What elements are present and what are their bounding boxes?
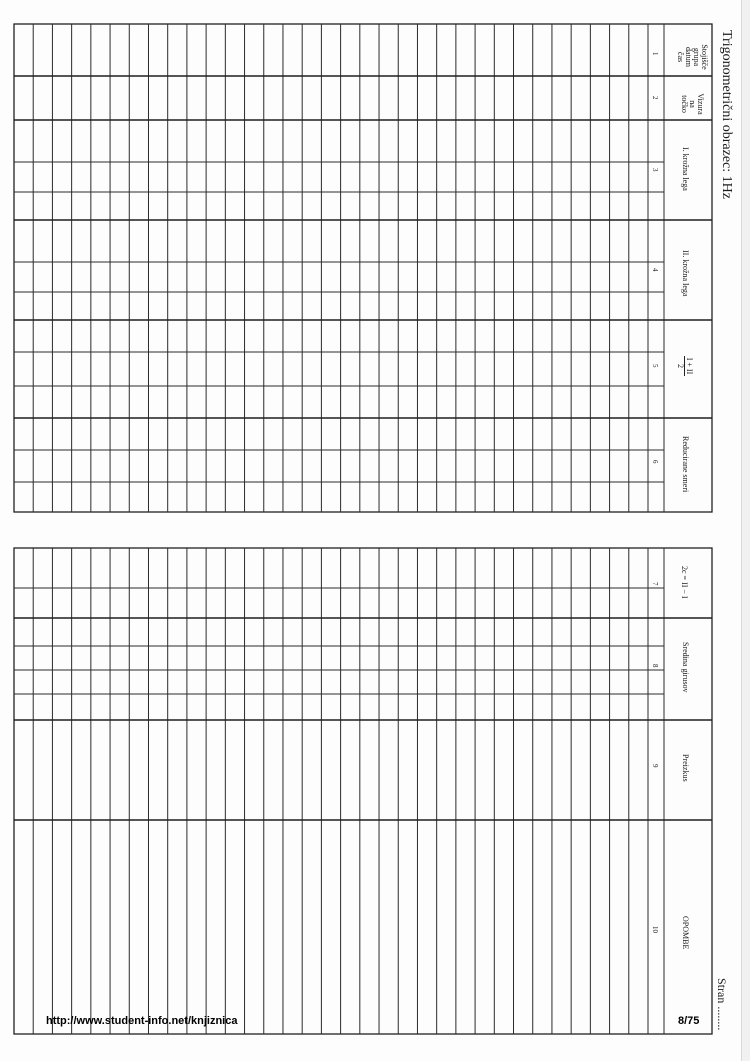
column-number-2: 2 bbox=[651, 96, 659, 100]
header-sredina-girusov: Sredina girusov bbox=[681, 642, 690, 693]
footer-page-number: 8/75 bbox=[678, 1015, 700, 1027]
column-number-3: 3 bbox=[651, 168, 659, 172]
column-number-7: 7 bbox=[651, 582, 659, 586]
column-number-10: 10 bbox=[651, 926, 659, 933]
lower-frame bbox=[14, 548, 712, 1034]
header-stojisce: Stojišče grupa datum čas bbox=[676, 44, 709, 70]
page-label: Stran ........ bbox=[715, 978, 729, 1031]
formula-denominator: 2 bbox=[676, 364, 685, 368]
header-2c: 2c = II − I bbox=[680, 566, 689, 599]
column-number-6: 6 bbox=[651, 460, 659, 464]
column-number-4: 4 bbox=[651, 268, 659, 272]
column-number-5: 5 bbox=[651, 364, 659, 368]
footer-url: http://www.student-info.net/knjiznica bbox=[46, 1015, 238, 1027]
column-number-9: 9 bbox=[651, 764, 659, 768]
column-number-1: 1 bbox=[651, 52, 659, 56]
upper-table-grid bbox=[14, 24, 712, 512]
column-number-8: 8 bbox=[651, 664, 659, 668]
form-title: Trigonometrični obrazec: 1Hz bbox=[719, 30, 734, 199]
header-opombe: OPOMBE bbox=[681, 916, 690, 950]
lower-table-grid bbox=[14, 548, 712, 1034]
header-average-formula bbox=[676, 356, 693, 376]
header-reducirane-smeri: Reducirane smeri bbox=[681, 436, 690, 493]
upper-frame bbox=[14, 24, 712, 512]
header-i-krozna-lega: I. krožna lega bbox=[681, 147, 690, 191]
header-vizura: Vizura na točko bbox=[680, 93, 705, 115]
header-ii-krozna-lega: II. krožna lega bbox=[681, 250, 690, 297]
header-preizkus: Preizkus bbox=[681, 754, 690, 782]
formula-numerator: I + II bbox=[685, 357, 694, 375]
